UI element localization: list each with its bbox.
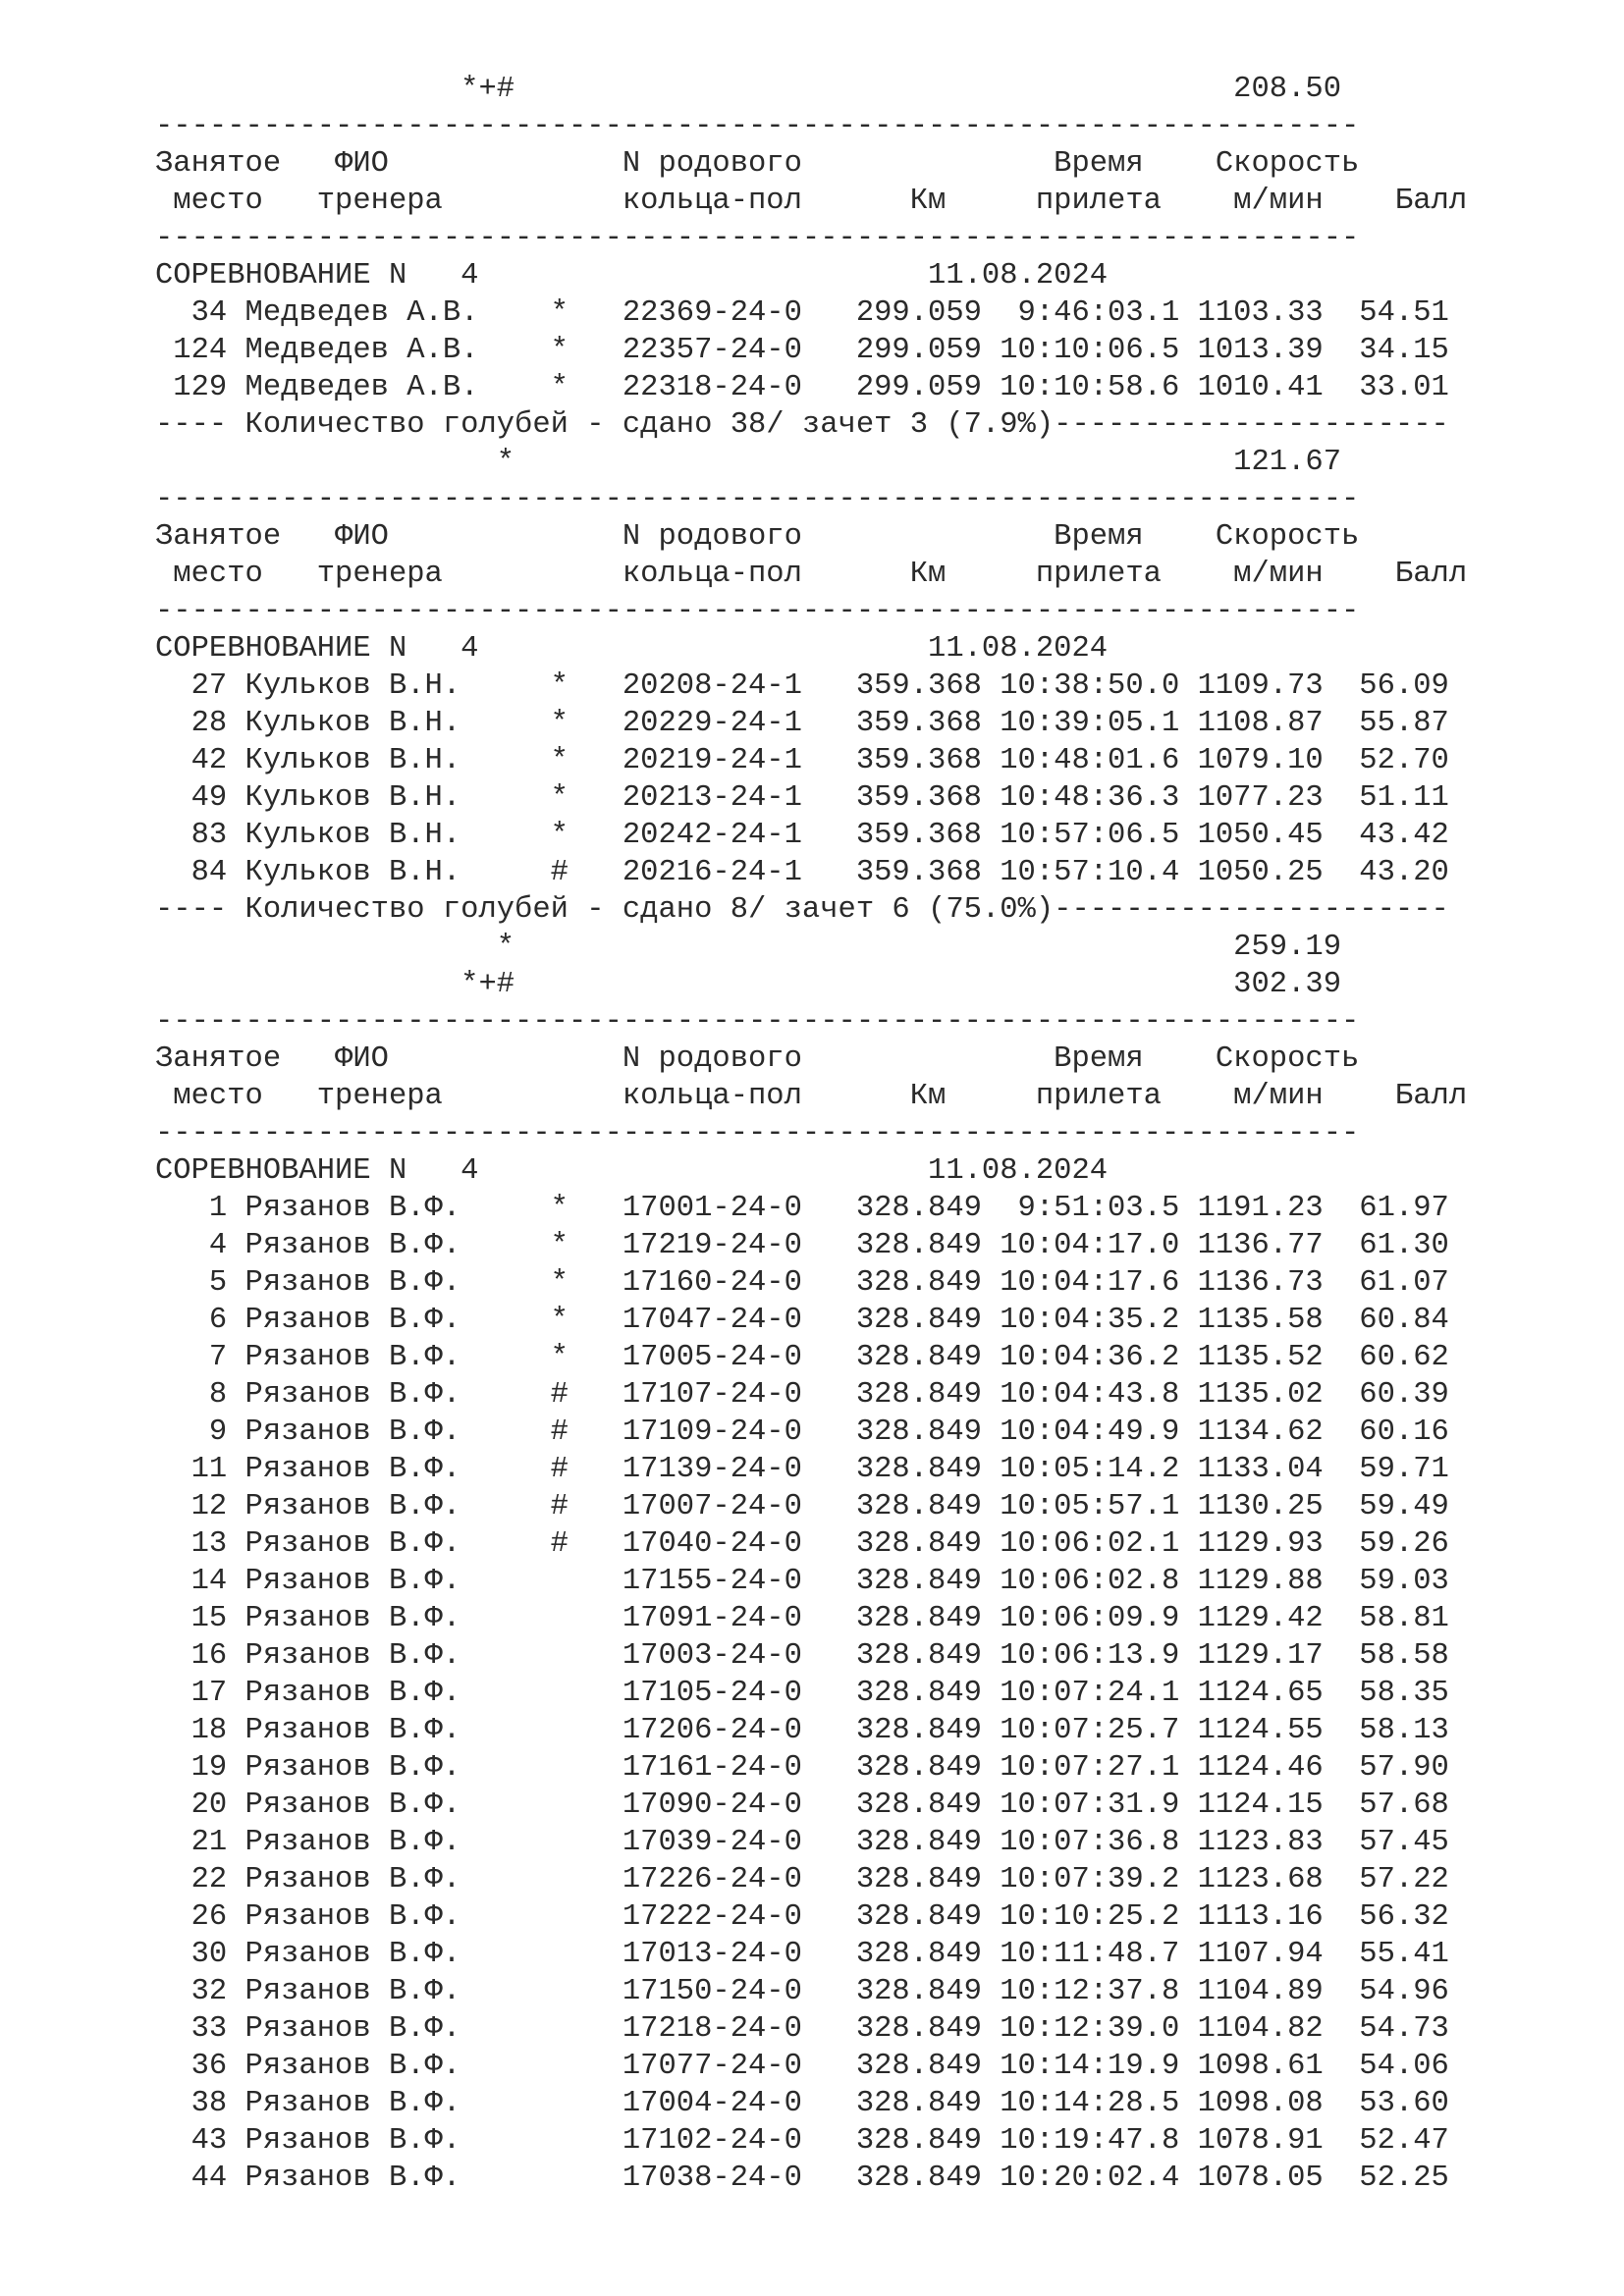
report-line: 14 Рязанов В.Ф. 17155-24-0 328.849 10:06:02.8 1129.88 59.03 [155, 1565, 1449, 1598]
report-line: *+# 302.39 [155, 968, 1341, 1001]
report-line: 129 Медведев А.В. * 22318-24-0 299.059 10:10:58.6 1010.41 33.01 [155, 371, 1449, 404]
report-line: СОРЕВНОВАНИЕ N 4 11.08.2024 [155, 259, 1109, 293]
report-line: 1 Рязанов В.Ф. * 17001-24-0 328.849 9:51:03.5 1191.23 61.97 [155, 1192, 1449, 1225]
report-line: ------------------------------------------------------------------- [155, 222, 1360, 255]
report-line: ------------------------------------------------------------------- [155, 1005, 1360, 1039]
report-line: 15 Рязанов В.Ф. 17091-24-0 328.849 10:06:09.9 1129.42 58.81 [155, 1602, 1449, 1635]
report-line: ------------------------------------------------------------------- [155, 1117, 1360, 1150]
results-printout [155, 71, 1467, 2197]
report-line: 26 Рязанов В.Ф. 17222-24-0 328.849 10:10:25.2 1113.16 56.32 [155, 1900, 1449, 1934]
report-line: 124 Медведев А.В. * 22357-24-0 299.059 10:10:06.5 1013.39 34.15 [155, 334, 1449, 367]
report-line: 32 Рязанов В.Ф. 17150-24-0 328.849 10:12:37.8 1104.89 54.96 [155, 1975, 1449, 2008]
report-line: 21 Рязанов В.Ф. 17039-24-0 328.849 10:07:36.8 1123.83 57.45 [155, 1826, 1449, 1859]
report-line: 7 Рязанов В.Ф. * 17005-24-0 328.849 10:04:36.2 1135.52 60.62 [155, 1341, 1449, 1374]
report-line: ---- Количество голубей - сдано 8/ зачет 6 (75.0%)---------------------- [155, 893, 1449, 927]
report-line: 28 Кульков В.Н. * 20229-24-1 359.368 10:39:05.1 1108.87 55.87 [155, 707, 1449, 740]
report-line: 17 Рязанов В.Ф. 17105-24-0 328.849 10:07:24.1 1124.65 58.35 [155, 1677, 1449, 1710]
report-line: 30 Рязанов В.Ф. 17013-24-0 328.849 10:11:48.7 1107.94 55.41 [155, 1938, 1449, 1971]
report-line: 49 Кульков В.Н. * 20213-24-1 359.368 10:48:36.3 1077.23 51.11 [155, 781, 1449, 815]
report-line: СОРЕВНОВАНИЕ N 4 11.08.2024 [155, 1154, 1109, 1188]
report-line: 84 Кульков В.Н. # 20216-24-1 359.368 10:57:10.4 1050.25 43.20 [155, 856, 1449, 889]
report-line: 19 Рязанов В.Ф. 17161-24-0 328.849 10:07:27.1 1124.46 57.90 [155, 1751, 1449, 1785]
report-line: 44 Рязанов В.Ф. 17038-24-0 328.849 10:20:02.4 1078.05 52.25 [155, 2162, 1449, 2195]
report-line: место тренера кольца-пол Км прилета м/мин Балл [155, 185, 1468, 218]
report-line: *+# 208.50 [155, 73, 1341, 106]
report-line: 16 Рязанов В.Ф. 17003-24-0 328.849 10:06:13.9 1129.17 58.58 [155, 1639, 1449, 1673]
report-line: Занятое ФИО N родового Время Скорость [155, 147, 1360, 181]
report-line: 18 Рязанов В.Ф. 17206-24-0 328.849 10:07:25.7 1124.55 58.13 [155, 1714, 1449, 1747]
report-line: 36 Рязанов В.Ф. 17077-24-0 328.849 10:14:19.9 1098.61 54.06 [155, 2050, 1449, 2083]
report-line: Занятое ФИО N родового Время Скорость [155, 520, 1360, 554]
report-line: место тренера кольца-пол Км прилета м/мин Балл [155, 558, 1468, 591]
report-line: 12 Рязанов В.Ф. # 17007-24-0 328.849 10:05:57.1 1130.25 59.49 [155, 1490, 1449, 1523]
report-line: * 121.67 [155, 446, 1341, 479]
report-line: 9 Рязанов В.Ф. # 17109-24-0 328.849 10:04:49.9 1134.62 60.16 [155, 1415, 1449, 1449]
report-line: ------------------------------------------------------------------- [155, 110, 1360, 143]
report-line: место тренера кольца-пол Км прилета м/мин Балл [155, 1080, 1468, 1113]
report-line: 13 Рязанов В.Ф. # 17040-24-0 328.849 10:06:02.1 1129.93 59.26 [155, 1527, 1449, 1561]
report-line: ------------------------------------------------------------------- [155, 483, 1360, 516]
report-line: ---- Количество голубей - сдано 38/ зачет 3 (7.9%)---------------------- [155, 408, 1449, 442]
report-line: 43 Рязанов В.Ф. 17102-24-0 328.849 10:19:47.8 1078.91 52.47 [155, 2124, 1449, 2158]
report-line: 42 Кульков В.Н. * 20219-24-1 359.368 10:48:01.6 1079.10 52.70 [155, 744, 1449, 777]
report-line: 11 Рязанов В.Ф. # 17139-24-0 328.849 10:05:14.2 1133.04 59.71 [155, 1453, 1449, 1486]
report-line: Занятое ФИО N родового Время Скорость [155, 1042, 1360, 1076]
report-line: 38 Рязанов В.Ф. 17004-24-0 328.849 10:14:28.5 1098.08 53.60 [155, 2087, 1449, 2120]
report-line: 33 Рязанов В.Ф. 17218-24-0 328.849 10:12:39.0 1104.82 54.73 [155, 2012, 1449, 2046]
report-line: 4 Рязанов В.Ф. * 17219-24-0 328.849 10:04:17.0 1136.77 61.30 [155, 1229, 1449, 1262]
report-line: 27 Кульков В.Н. * 20208-24-1 359.368 10:38:50.0 1109.73 56.09 [155, 669, 1449, 703]
report-line: СОРЕВНОВАНИЕ N 4 11.08.2024 [155, 632, 1109, 666]
report-line: 6 Рязанов В.Ф. * 17047-24-0 328.849 10:04:35.2 1135.58 60.84 [155, 1304, 1449, 1337]
report-line: 8 Рязанов В.Ф. # 17107-24-0 328.849 10:04:43.8 1135.02 60.39 [155, 1378, 1449, 1412]
report-line: * 259.19 [155, 931, 1341, 964]
report-line: 34 Медведев А.В. * 22369-24-0 299.059 9:46:03.1 1103.33 54.51 [155, 296, 1449, 330]
report-line: 20 Рязанов В.Ф. 17090-24-0 328.849 10:07:31.9 1124.15 57.68 [155, 1789, 1449, 1822]
report-line: 5 Рязанов В.Ф. * 17160-24-0 328.849 10:04:17.6 1136.73 61.07 [155, 1266, 1449, 1300]
report-line: ------------------------------------------------------------------- [155, 595, 1360, 628]
report-line: 22 Рязанов В.Ф. 17226-24-0 328.849 10:07:39.2 1123.68 57.22 [155, 1863, 1449, 1896]
report-line: 83 Кульков В.Н. * 20242-24-1 359.368 10:57:06.5 1050.45 43.42 [155, 819, 1449, 852]
